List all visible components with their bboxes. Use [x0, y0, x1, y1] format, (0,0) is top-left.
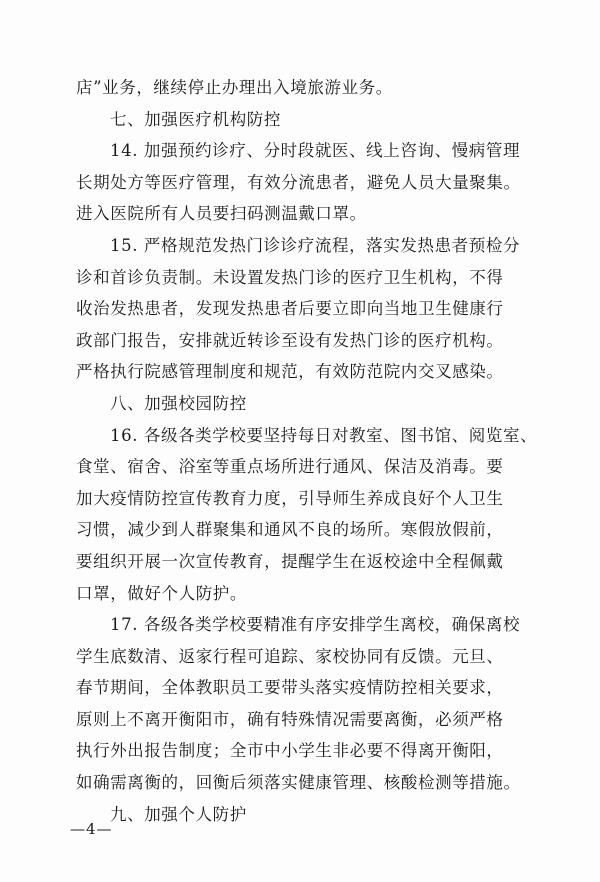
text-line: 店”业务，继续停止办理出入境旅游业务。	[76, 78, 393, 97]
paragraph-14-line: 14. 加强预约诊疗、分时段就医、线上咨询、慢病管理	[110, 141, 521, 161]
paragraph-15-line: 15. 严格规范发热门诊诊疗流程，落实发热患者预检分	[110, 235, 521, 255]
paragraph-15-line: 政部门报告，安排就近转诊至设有发热门诊的医疗机构。	[76, 330, 504, 350]
paragraph-15-line: 诊和首诊负责制。未设置发热门诊的医疗卫生机构，不得	[76, 267, 504, 287]
section-heading-8: 八、加强校园防控	[110, 393, 247, 413]
section-heading-9: 九、加强个人防护	[110, 804, 247, 824]
paragraph-14-line: 进入医院所有人员要扫码测温戴口罩。	[76, 204, 367, 224]
paragraph-14-line: 长期处方等医疗管理，有效分流患者，避免人员大量聚集。	[76, 172, 521, 192]
section-heading-7: 七、加强医疗机构防控	[110, 109, 281, 129]
paragraph-15-line: 严格执行院感管理制度和规范，有效防范院内交叉感染。	[76, 362, 504, 382]
paragraph-16-line: 加大疫情防控宣传教育力度，引导师生养成良好个人卫生	[76, 488, 504, 508]
paragraph-17-line: 如确需离衡的，回衡后须落实健康管理、核酸检测等措施。	[76, 773, 521, 793]
paragraph-16-line: 食堂、宿舍、浴室等重点场所进行通风、保洁及消毒。要	[76, 457, 504, 477]
page-number: —4—	[70, 820, 113, 838]
paragraph-17-line: 原则上不离开衡阳市，确有特殊情况需要离衡，必须严格	[76, 709, 504, 729]
paragraph-17-line: 执行外出报告制度；全市中小学生非必要不得离开衡阳，	[76, 741, 504, 761]
paragraph-15-line: 收治发热患者，发现发热患者后要立即向当地卫生健康行	[76, 299, 504, 319]
paragraph-17-line: 学生底数清、返家行程可追踪、家校协同有反馈。元旦、	[76, 646, 504, 666]
paragraph-16-line: 习惯，减少到人群聚集和通风不良的场所。寒假放假前，	[76, 520, 504, 540]
paragraph-17-line: 17. 各级各类学校要精准有序安排学生离校，确保离校	[110, 615, 521, 635]
paragraph-17-line: 春节期间，全体教职员工要带头落实疫情防控相关要求，	[76, 678, 504, 698]
body-text	[76, 72, 550, 830]
paragraph-16-line: 口罩，做好个人防护。	[76, 583, 247, 603]
paragraph-16-line: 要组织开展一次宣传教育，提醒学生在返校途中全程佩戴	[76, 551, 504, 571]
paragraph-16-line: 16. 各级各类学校要坚持每日对教室、图书馆、阅览室、	[110, 425, 538, 445]
